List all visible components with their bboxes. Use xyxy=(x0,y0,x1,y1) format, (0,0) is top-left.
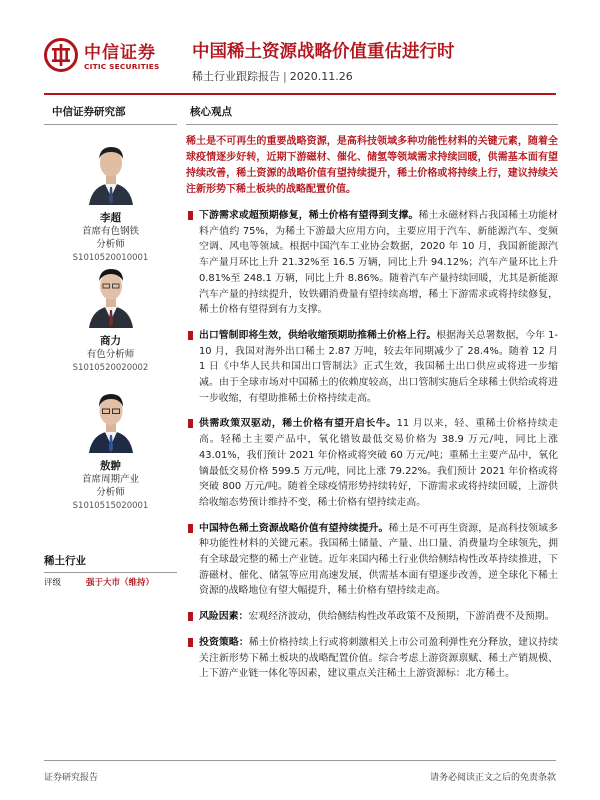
brand-name-cn: 中信证券 xyxy=(84,43,156,63)
analyst-card xyxy=(44,389,177,513)
risk-factors xyxy=(186,609,558,625)
analyst-title: 分析师 xyxy=(96,487,125,498)
key-point-body: 稀土是不可再生资源，是高科技领域多种功能性材料的关键元素。我国稀土储量、产量、出口量、消费量均全球领先，拥有全球最完整的稀土产业链。近年来国内稀土行业供给侧结构性改革持续推进，下游磁材、催化、储氢等应用高速发展，供需基本面有望逐步改善，逆全球化下稀土资源的战略地位有望大幅提升，稀土价格有望持续走高。 xyxy=(199,522,558,597)
report-subtitle xyxy=(192,68,353,84)
key-point-heading: 中国特色稀土资源战略价值有望持续提升。 xyxy=(199,522,389,534)
key-point-heading: 供需政策双驱动，稀土价格有望开启长牛。 xyxy=(199,418,397,430)
analyst-title: 分析师 xyxy=(96,239,125,250)
rating-label: 评级 xyxy=(44,578,62,588)
analyst-card xyxy=(44,264,177,375)
brand-logo xyxy=(44,38,194,80)
footer-label: 证券研究报告 xyxy=(44,773,99,783)
brand-name-en: CITIC SECURITIES xyxy=(84,62,160,71)
industry-rating xyxy=(44,553,177,588)
key-point xyxy=(186,328,558,407)
rating-row xyxy=(44,576,177,588)
key-point xyxy=(186,208,558,318)
report-title: 中国稀土资源战略价值重估进行时 xyxy=(192,42,455,62)
key-point-body: 稀土永磁材料占我国稀土功能材料产值约 75%，为稀土下游最大应用方向，主要应用于汽车、新能源汽车、变频空调、风电等领域。根据中国汽车工业协会数据，2020 年 10 月，我国新能源汽车产量月环比上升 21.32%至 16.5 万辆，同比上升 94.12%；汽车产量环比上升 0.81%至 248.1 万辆，同比上升 8.86%。随着汽车产量持续回暖，尤其是新能源汽车产量的持续提升，钕铁硼消费量有望持续高增，稀土下游需求或将持续修复，稀土价格有望得到有力支撑。 xyxy=(199,210,558,316)
key-point-body: 稀土价格持续上行或将刺激相关上市公司盈利弹性充分释放，建议持续关注新形势下稀土板块的战略配置价值。综合考虑上游资源禀赋、稀土产销规模、上下游产业链一体化等因素，建议重点关注稀土上游资源标：北方稀土。 xyxy=(199,636,558,680)
key-point-heading: 出口管制即将生效，供给收缩预期助推稀土价格上行。 xyxy=(199,329,437,341)
key-point-heading: 风险因素： xyxy=(199,611,249,623)
analyst-photo xyxy=(86,389,136,453)
main-content xyxy=(186,104,558,682)
lead-summary: 稀土是不可再生的重要战略资源，是高科技领域多种功能性材料的关键元素，随着全球疫情逐步好转，近期下游磁材、催化、储氢等领域需求持续回暖，供需基本面有望持续改善，稀土资源的战略价值有望持续提升，稀土价格或将持续上行，建议持续关注新形势下稀土板块的战略配置价值。 xyxy=(186,136,558,195)
sidebar-heading: 中信证券研究部 xyxy=(44,104,177,125)
sidebar xyxy=(44,104,177,125)
key-point-body: 根据海关总署数据，今年 1-10 月，我国对海外出口稀土 2.87 万吨，较去年同期减少了 28.4%。随着 12 月 1 日《中华人民共和国出口管制法》正式生效，我国稀土出口供应或将进一步缩减。由于全球市场对中国稀土的依赖度较高，出口管制实施后全球稀土供给或将进一步收缩，有望助推稀土价格持续走高。 xyxy=(199,329,558,404)
analyst-card xyxy=(44,141,177,265)
key-point xyxy=(186,416,558,510)
header-divider xyxy=(44,93,556,95)
key-point-body: 宏观经济波动，供给侧结构性改革政策不及预期，下游消费不及预期。 xyxy=(248,611,555,623)
analyst-photo xyxy=(86,264,136,328)
analyst-name: 商力 xyxy=(100,335,121,347)
analyst-certificate: S1010520010001 xyxy=(72,253,149,263)
subtitle-separator: | xyxy=(283,70,287,83)
report-category: 稀土行业跟踪报告 xyxy=(192,70,280,83)
analyst-name: 李超 xyxy=(100,212,121,224)
analyst-name: 敖翀 xyxy=(100,460,121,472)
analyst-certificate: S1010520020002 xyxy=(72,363,149,373)
footer-divider xyxy=(44,760,556,761)
key-point-body: 11 月以来，轻、重稀土价格持续走高。轻稀土主要产品中，氧化镨钕最低交易价格为 38.9 万元/吨，同比上涨 43.01%，我们预计 2021 年价格或将突破 60 万元/吨；重稀土主要产品中，氧化镝最低交易价格 599.5 万元/吨，同比上涨 79.22%。我们预计 2021 年价格或将突破 800 万元/吨。随着全球疫情形势持续转好，下游需求或将持续回暖，上游供给收缩态势预计维持不变，稀土价格有望持续走高。 xyxy=(199,418,558,508)
analyst-title: 首席有色钢铁 xyxy=(81,226,139,237)
analyst-certificate: S1010515020001 xyxy=(72,501,149,511)
key-point-heading: 下游需求或超预期修复，稀土价格有望得到支撑。 xyxy=(199,210,419,221)
analyst-title: 有色分析师 xyxy=(86,349,135,360)
footer-disclaimer: 请务必阅读正文之后的免责条款 xyxy=(429,773,556,783)
analyst-title: 首席周期产业 xyxy=(81,474,139,485)
investment-strategy xyxy=(186,635,558,682)
report-date: 2020.11.26 xyxy=(289,70,353,83)
analyst-photo xyxy=(86,141,136,205)
section-heading: 核心观点 xyxy=(186,104,558,125)
citic-logo-icon xyxy=(44,38,78,72)
rating-industry: 稀土行业 xyxy=(44,553,177,573)
key-point-heading: 投资策略： xyxy=(199,636,249,648)
key-point xyxy=(186,521,558,600)
rating-value: 强于大市（维持） xyxy=(86,578,155,588)
